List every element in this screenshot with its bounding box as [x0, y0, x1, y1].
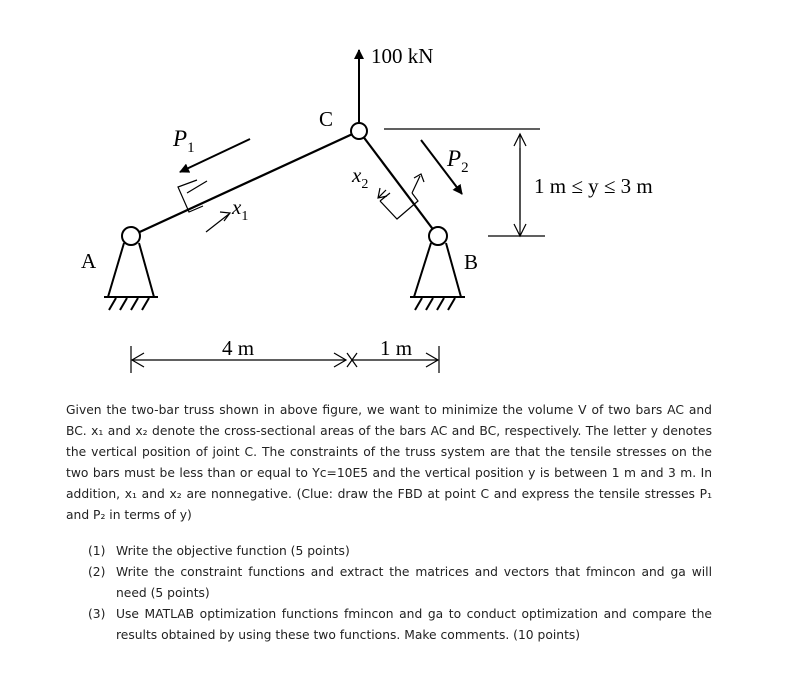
- question-list: [88, 541, 712, 646]
- x1-section-marker: [178, 180, 230, 232]
- question-item: [88, 541, 712, 562]
- x2-section-marker: [378, 174, 424, 219]
- joint-c: [351, 123, 367, 139]
- y-range-label: 1 m ≤ y ≤ 3 m: [534, 174, 653, 198]
- question-number: (2): [88, 565, 106, 579]
- joint-c-label: C: [319, 107, 334, 131]
- question-item: [88, 604, 712, 646]
- question-text: Write the objective function (5 points): [116, 544, 350, 558]
- joint-a: [122, 227, 140, 245]
- p1-label: $P_1$: [173, 126, 195, 156]
- force-label: 100 kN: [371, 44, 434, 68]
- x2-label: $x_2$: [352, 163, 369, 192]
- support-b: [410, 243, 465, 310]
- question-number: (1): [88, 544, 106, 558]
- question-text: Use MATLAB optimization functions fmincon and ga to conduct optimization and compare the results obtained by using these two functions. Make comments. (10 points): [116, 607, 712, 642]
- dim-right-label: 1 m: [380, 336, 413, 360]
- question-number: (3): [88, 607, 106, 621]
- p2-label: $P_2$: [447, 146, 469, 176]
- question-text: Write the constraint functions and extract the matrices and vectors that fmincon and ga will need (5 points): [116, 565, 712, 600]
- x1-label: $x_1$: [232, 195, 249, 224]
- joint-b: [429, 227, 447, 245]
- question-item: [88, 562, 712, 604]
- problem-statement: Given the two-bar truss shown in above figure, we want to minimize the volume V of two bars AC and BC. x₁ and x₂ denote the cross-sectional areas of the bars AC and BC, respectively. The letter y denotes the vertical position of joint C. The constraints of the truss system are that the tensile stresses on the two bars must be less than or equal to Yc=10E5 and the vertical position y is between 1 m and 3 m. In addition, x₁ and x₂ are nonnegative. (Clue: draw the FBD at point C and express the tensile stresses P₁ and P₂ in terms of y): [66, 403, 712, 522]
- support-a: [104, 243, 158, 310]
- joint-a-label: A: [81, 249, 97, 273]
- dim-left-label: 4 m: [222, 336, 255, 360]
- joint-b-label: B: [464, 250, 479, 274]
